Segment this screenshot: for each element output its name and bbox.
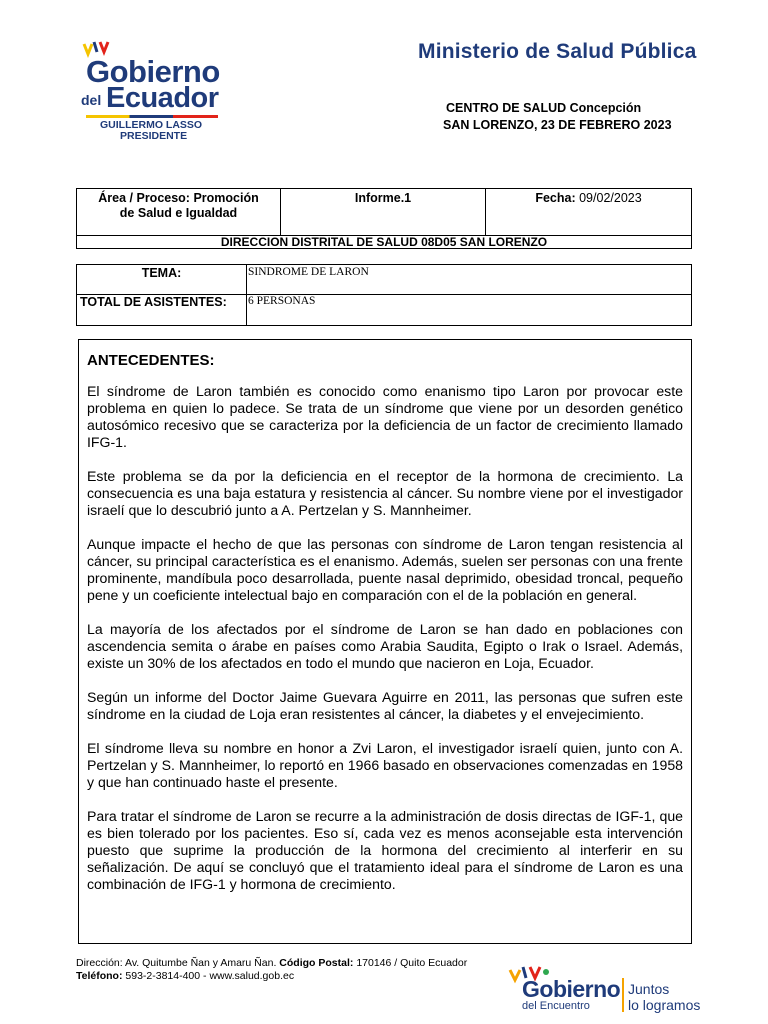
logo-tricolor-bar [86, 115, 218, 118]
topic-value: SINDROME DE LARON [248, 266, 369, 278]
footer-postal-value: 170146 / Quito Ecuador [356, 957, 468, 969]
logo-line-del: del [81, 92, 102, 108]
health-center-name: CENTRO DE SALUD Concepción [446, 101, 642, 115]
footer-phone-line [76, 970, 467, 983]
footer-logo-sub: del Encuentro [522, 1000, 590, 1012]
report-cell [281, 189, 486, 235]
footer-slogan-line2: lo logramos [628, 997, 701, 1013]
paragraph: El síndrome lleva su nombre en honor a Zvi Laron, el investigador israelí quien, junto con A. Pertzelan y S. Mannheimer, lo reportó en 1966 basado en observaciones comenzadas en 1958 y que han continuado haste el presente. [87, 740, 683, 790]
footer-address: Dirección: Av. Quitumbe Ñan y Amaru Ñan. [76, 957, 277, 969]
paragraph: Para tratar el síndrome de Laron se recurre a la administración de dosis directas de IGF-1, que es bien tolerado por los pacientes. Eso sí, cada vez es menos aconsejable esta intervención puesto que suprime la producción de la hormona del crecimiento al interferir en su señalización. De aquí se concluyó que el tratamiento ideal para el síndrome de Laron es una combinación de IFG-1 y hormona de crecimiento. [87, 808, 683, 892]
topic-label: TEMA: [77, 265, 247, 294]
area-label-line1: Área / Proceso: Promoción [98, 191, 259, 205]
topic-table [76, 264, 692, 326]
area-label-line2: de Salud e Igualdad [119, 206, 238, 220]
content-box [78, 339, 692, 944]
logo-line-gobierno: Gobierno [86, 54, 220, 89]
paragraph: El síndrome de Laron también es conocido como enanismo tipo Laron por provocar este problema en quien lo padece. Se trata de un síndrome que viene por un desorden genético autosómico recesivo que se caracteriza por la deficiencia de un factor de crecimiento llamado IFG-1. [87, 383, 683, 450]
attendees-label: TOTAL DE ASISTENTES: [77, 295, 247, 325]
district-direction: DIRECCION DISTRITAL DE SALUD 08D05 SAN LORENZO [77, 235, 691, 249]
attendees-value: 6 PERSONAS [248, 295, 316, 307]
paragraph: La mayoría de los afectados por el síndrome de Laron se han dado en poblaciones con ascendencia semita o árabe en países como Arabia Saudita, Egipto o Irak o Israel. Además, existe un 30% de los afectados en todo el mundo que nacieron en Loja, Ecuador. [87, 621, 683, 671]
section-heading: ANTECEDENTES: [87, 352, 215, 369]
footer-phone-value: 593-2-3814-400 - www.salud.gob.ec [125, 970, 295, 982]
paragraph: Aunque impacte el hecho de que las personas con síndrome de Laron tengan resistencia al cáncer, su principal característica es el enanismo. Además, suelen ser personas con una frente prominente, mandíbula poco desarrollada, puente nasal deprimido, obesidad troncal, pequeño pene y un coeficiente intelectual bajo en comparación con el de la población en general. [87, 536, 683, 603]
info-table [76, 188, 692, 249]
date-label: Fecha: [535, 191, 576, 205]
logo-line-ecuador: Ecuador [106, 82, 219, 114]
gobierno-encuentro-logo [504, 964, 730, 1016]
logo-president-title: PRESIDENTE [120, 130, 188, 142]
date-cell [486, 189, 691, 235]
ministry-title: Ministerio de Salud Pública [418, 40, 697, 63]
footer-slogan-line1: Juntos [628, 981, 670, 997]
footer-logo-word: Gobierno [522, 976, 621, 1002]
report-number: Informe.1 [354, 191, 412, 205]
paragraph: Según un informe del Doctor Jaime Guevara Aguirre en 2011, las personas que sufren este síndrome en la ciudad de Loja eran resistentes al cáncer, la diabetes y el envejecimiento. [87, 689, 683, 722]
footer-logo-separator [622, 978, 624, 1012]
footer-address-line [76, 957, 467, 970]
footer-phone-label: Teléfono: [76, 970, 123, 982]
date-value: 09/02/2023 [579, 191, 642, 205]
place-date: SAN LORENZO, 23 DE FEBRERO 2023 [443, 118, 672, 132]
paragraph: Este problema se da por la deficiencia en el receptor de la hormona de crecimiento. La consecuencia es una baja estatura y resistencia al cáncer. Su nombre viene por el investigador israelí que lo descubrió junto a A. Pertzelan y S. Mannheimer. [87, 468, 683, 518]
footer-postal-label: Código Postal: [279, 957, 354, 969]
logo-president-name: GUILLERMO LASSO [100, 119, 203, 131]
gobierno-ecuador-logo [76, 40, 226, 140]
area-cell [77, 189, 281, 235]
footer-contact [76, 957, 467, 983]
